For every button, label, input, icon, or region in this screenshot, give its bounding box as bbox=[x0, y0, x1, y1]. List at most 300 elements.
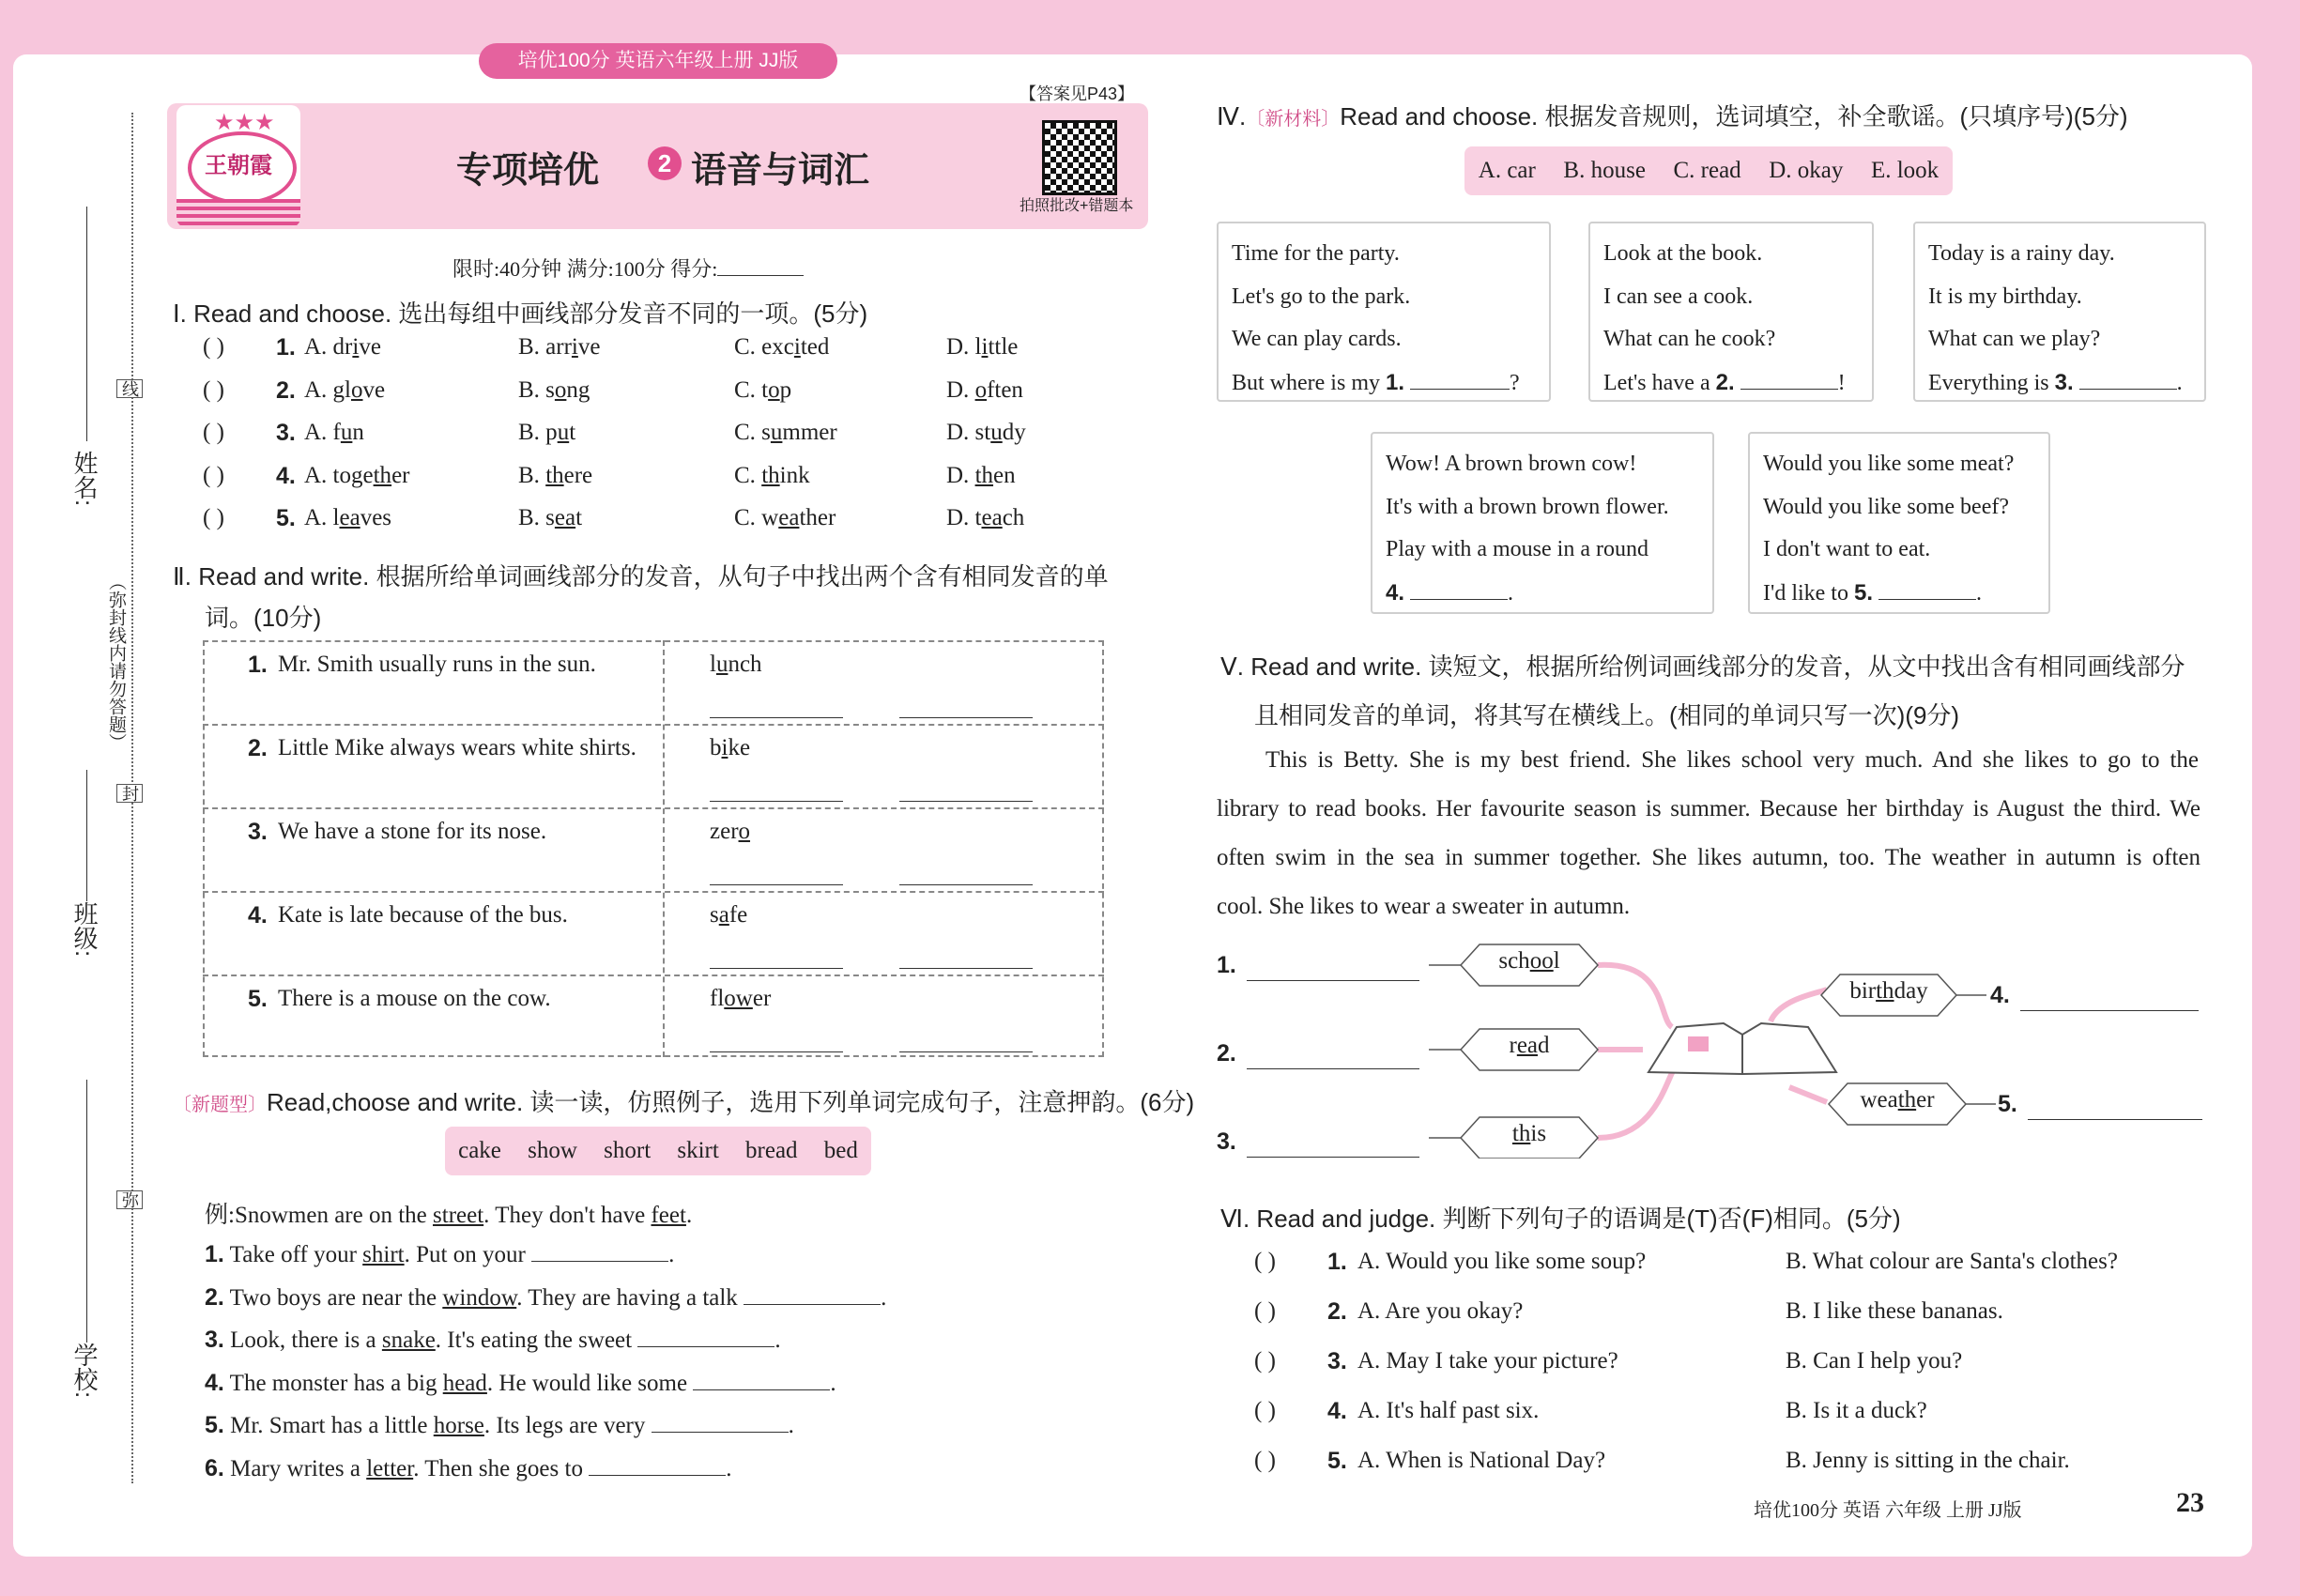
option-text-post: ted bbox=[800, 334, 830, 360]
question-number: 1. bbox=[276, 334, 296, 361]
new-material-badge: 〔新材料〕 bbox=[1246, 109, 1341, 130]
example-sentence bbox=[205, 1196, 692, 1230]
sentence-a: A. May I take your picture? bbox=[1357, 1348, 1618, 1373]
rhyme-text: Time for the party. bbox=[1232, 241, 1400, 266]
rhyme-box-3 bbox=[1913, 222, 2206, 402]
option-word: C. read bbox=[1673, 158, 1741, 183]
item-number: 1. bbox=[205, 1241, 224, 1267]
connector-line bbox=[1598, 1065, 1677, 1138]
sentence-part: Mr. Smart has a little bbox=[230, 1413, 434, 1438]
option-c[interactable] bbox=[734, 334, 829, 361]
row-number: 5. bbox=[248, 986, 268, 1012]
option-text-post: ng bbox=[566, 376, 590, 403]
rhyme-end: . bbox=[2176, 370, 2183, 395]
option-text-post: ttle bbox=[988, 334, 1019, 360]
passage-line: cool. She likes to wear a sweater in autumn. bbox=[1217, 894, 1631, 919]
answer-blank-1[interactable] bbox=[710, 968, 843, 969]
option-text-pre: C. exc bbox=[734, 334, 794, 360]
answer-blank[interactable] bbox=[1247, 980, 1419, 981]
diagram-word-mid: th bbox=[1876, 978, 1894, 1004]
answer-paren[interactable]: ( ) bbox=[203, 462, 224, 488]
row-sentence: We have a stone for its nose. bbox=[278, 819, 547, 844]
blank-number: 1. bbox=[1217, 952, 1236, 978]
answer-blank-2[interactable] bbox=[899, 717, 1033, 718]
sentence-end: . bbox=[881, 1284, 887, 1311]
rhyme-line bbox=[1603, 361, 1859, 406]
section1-title: Ⅰ. Read and choose. 选出每组中画线部分发音不同的一项。(5分) bbox=[173, 299, 868, 328]
diagram-word-mid: th bbox=[1897, 1087, 1917, 1113]
diagram-word-pre: wea bbox=[1860, 1087, 1898, 1113]
option-text-mid: th bbox=[545, 462, 564, 488]
rhyme-text: Would you like some meat? bbox=[1763, 452, 2015, 476]
rhyme-box-4 bbox=[1371, 432, 1714, 614]
option-word: B. house bbox=[1563, 158, 1646, 183]
answer-paren[interactable]: ( ) bbox=[1254, 1298, 1276, 1324]
option-a[interactable] bbox=[304, 505, 391, 531]
answer-blank-1[interactable] bbox=[710, 801, 843, 802]
name-blank[interactable] bbox=[86, 207, 87, 441]
option-text-post: ve bbox=[577, 334, 601, 360]
option-text-mid: ea bbox=[554, 505, 576, 530]
answer-blank[interactable] bbox=[2028, 1119, 2202, 1120]
answer-paren[interactable]: ( ) bbox=[203, 505, 224, 530]
option-c[interactable] bbox=[734, 505, 836, 531]
fill-blank[interactable] bbox=[1740, 366, 1838, 390]
question-number: 4. bbox=[276, 462, 296, 489]
option-text-mid: o bbox=[351, 376, 363, 403]
sentence-b: B. Can I help you? bbox=[1786, 1348, 1963, 1373]
sentence-b: B. Is it a duck? bbox=[1786, 1398, 1927, 1423]
wordbank-word: bed bbox=[823, 1138, 858, 1163]
option-d[interactable] bbox=[946, 505, 1024, 531]
option-text-pre: A. gl bbox=[304, 376, 351, 403]
option-b[interactable] bbox=[518, 377, 590, 404]
example-word-mid: i bbox=[721, 735, 728, 760]
class-label: 班级: bbox=[70, 901, 99, 958]
question-number: 4. bbox=[1327, 1398, 1347, 1424]
item-number: 5. bbox=[205, 1412, 224, 1438]
row-divider bbox=[203, 807, 1104, 809]
option-b[interactable] bbox=[518, 420, 575, 446]
sentence-end: . bbox=[774, 1327, 781, 1353]
answer-paren[interactable]: ( ) bbox=[1254, 1398, 1276, 1423]
diagram-word-post: l bbox=[1553, 948, 1560, 974]
option-text-mid: u bbox=[340, 420, 353, 445]
example-word-mid: ow bbox=[724, 986, 753, 1011]
option-text-pre: D. st bbox=[946, 420, 991, 445]
option-text-mid: th bbox=[761, 462, 780, 488]
sentence-part: window bbox=[442, 1284, 517, 1311]
title-left: 专项培优 bbox=[456, 151, 600, 191]
header-tab: 培优100分 英语六年级上册 JJ版 bbox=[479, 43, 837, 79]
diagram-word-mid: oo bbox=[1529, 948, 1554, 974]
rhyme-text: I can see a cook. bbox=[1603, 284, 1754, 309]
sentence-item bbox=[205, 1408, 794, 1439]
option-text-pre: D. bbox=[946, 376, 975, 403]
question-number: 1. bbox=[1327, 1249, 1347, 1275]
item-number: 3. bbox=[205, 1327, 224, 1353]
answer-paren[interactable]: ( ) bbox=[1254, 1448, 1276, 1473]
option-text-pre: C. s bbox=[734, 420, 771, 445]
time-info: 限时:40分钟 满分:100分 得分: bbox=[452, 253, 804, 283]
fill-blank[interactable] bbox=[652, 1408, 789, 1433]
section5-title-1: Ⅴ. Read and write. 读短文，根据所给例词画线部分的发音，从文中找出含有相同画线部分 bbox=[1220, 652, 2185, 681]
school-label: 学校: bbox=[70, 1343, 99, 1399]
diagram-word-mid: ea bbox=[1516, 1033, 1539, 1058]
blank-number: 2. bbox=[1217, 1040, 1236, 1067]
row-number: 4. bbox=[248, 902, 268, 928]
rhyme-text: I don't want to eat. bbox=[1763, 537, 1931, 561]
example-part: . bbox=[685, 1203, 693, 1228]
option-text-pre: D. l bbox=[946, 334, 982, 360]
sentence-item bbox=[205, 1366, 836, 1397]
option-d[interactable] bbox=[946, 334, 1018, 361]
section2-title-2: 词。(10分) bbox=[205, 604, 322, 632]
example-word-mid: a bbox=[718, 902, 729, 928]
rhyme-text: I'd like to bbox=[1763, 580, 1854, 606]
sentence-end: . bbox=[726, 1455, 732, 1481]
title-num-badge: 2 bbox=[648, 146, 682, 180]
rhyme-line bbox=[1386, 443, 1699, 486]
sentence-item bbox=[205, 1281, 886, 1312]
example-word-mid: u bbox=[715, 652, 728, 677]
fill-blank[interactable] bbox=[693, 1366, 830, 1390]
rhyme-line bbox=[1763, 529, 2035, 572]
option-word: D. okay bbox=[1769, 158, 1844, 183]
example-word-pre: s bbox=[710, 902, 719, 928]
example-word-pre: zer bbox=[710, 819, 739, 844]
section4-options bbox=[1464, 146, 1953, 195]
diagram-word-post: d bbox=[1538, 1033, 1550, 1058]
passage-line: This is Betty. She is my best friend. She likes school very much. And she likes to go to the bbox=[1265, 747, 2199, 773]
rhyme-end: . bbox=[1508, 580, 1514, 606]
fill-blank[interactable] bbox=[1410, 366, 1510, 390]
blank-number: 5. bbox=[1998, 1091, 2017, 1117]
fill-blank[interactable] bbox=[589, 1451, 726, 1476]
rhyme-text: Look at the book. bbox=[1603, 241, 1763, 266]
diagram-word-post: day bbox=[1894, 978, 1928, 1004]
rhyme-text: Today is a rainy day. bbox=[1928, 241, 2115, 266]
option-text-mid: o bbox=[768, 376, 780, 403]
sentence-part: shirt bbox=[362, 1242, 405, 1267]
rhyme-box-2 bbox=[1588, 222, 1874, 402]
rhyme-line bbox=[1763, 443, 2035, 486]
section4-title: Ⅳ.〔新材料〕Read and choose. 根据发音规则，选词填空，补全歌谣。(只填序号)(5分) bbox=[1217, 102, 2128, 130]
answer-blank-2[interactable] bbox=[899, 1051, 1033, 1052]
option-text-post: er bbox=[391, 462, 410, 488]
option-c[interactable] bbox=[734, 377, 791, 404]
example-word-post: er bbox=[752, 986, 772, 1011]
option-text-post: ink bbox=[779, 462, 810, 488]
rhyme-end: . bbox=[1976, 580, 1982, 606]
rhyme-text: Play with a mouse in a round bbox=[1386, 537, 1648, 561]
connector-line bbox=[1771, 990, 1827, 1021]
score-blank[interactable] bbox=[717, 254, 804, 276]
example-part: 例:Snowmen are on the bbox=[205, 1203, 434, 1228]
option-text-mid: th bbox=[974, 462, 994, 488]
fill-blank[interactable] bbox=[1410, 576, 1508, 600]
section3-title: 〔新题型〕Read,choose and write. 读一读，仿照例子，选用下列单词完成句子，注意押韵。(6分) bbox=[173, 1088, 1195, 1116]
sentence-part: . Then she goes to bbox=[413, 1455, 590, 1481]
section2-title-1: Ⅱ. Read and write. 根据所给单词画线部分的发音，从句子中找出两个含有相同发音的单 bbox=[173, 562, 1109, 591]
footer-text: 培优100分 英语 六年级 上册 JJ版 bbox=[1754, 1500, 2022, 1521]
rhyme-text: Everything is bbox=[1928, 370, 2055, 395]
sentence-a: A. It's half past six. bbox=[1357, 1398, 1540, 1423]
option-c[interactable] bbox=[734, 463, 810, 489]
option-text-post: dy bbox=[1002, 420, 1026, 445]
sentence-part: letter bbox=[366, 1455, 414, 1481]
rhyme-text: What can he cook? bbox=[1603, 327, 1776, 351]
rhyme-line bbox=[1232, 233, 1536, 276]
rhyme-end: ! bbox=[1837, 370, 1846, 395]
option-a[interactable] bbox=[304, 420, 364, 446]
page-number: 23 bbox=[2176, 1487, 2204, 1518]
connector-line bbox=[1598, 965, 1672, 1027]
option-text-pre: D. t bbox=[946, 505, 982, 530]
example-part: . They don't have bbox=[483, 1203, 652, 1228]
fill-blank[interactable] bbox=[2079, 366, 2177, 390]
option-text-post: ther bbox=[799, 505, 836, 530]
option-text-pre: C. bbox=[734, 462, 762, 488]
rhyme-line bbox=[1232, 276, 1536, 319]
answer-blank-1[interactable] bbox=[710, 717, 843, 718]
sentence-end: . bbox=[830, 1370, 836, 1396]
sentence-b: B. I like these bananas. bbox=[1786, 1298, 2003, 1324]
rhyme-line bbox=[1603, 233, 1859, 276]
example-part: feet bbox=[651, 1203, 686, 1228]
line-mark: 线 bbox=[116, 379, 143, 398]
option-text-post: ve bbox=[362, 376, 386, 403]
option-text-pre: B. p bbox=[518, 420, 558, 445]
example-word bbox=[710, 652, 762, 678]
diagram-word bbox=[1821, 978, 1956, 1005]
sentence-part: . Its legs are very bbox=[483, 1413, 652, 1438]
option-a[interactable] bbox=[304, 463, 409, 489]
qr-code-icon[interactable] bbox=[1042, 120, 1117, 195]
sentence-a: A. Are you okay? bbox=[1357, 1298, 1524, 1324]
answer-blank-1[interactable] bbox=[710, 884, 843, 885]
answer-blank-1[interactable] bbox=[710, 1051, 843, 1052]
answer-blank-2[interactable] bbox=[899, 884, 1033, 885]
fill-blank[interactable] bbox=[1878, 576, 1976, 600]
option-d[interactable] bbox=[946, 463, 1016, 489]
title-right: 语音与词汇 bbox=[691, 151, 870, 191]
crown-icon: ★★★ bbox=[214, 109, 275, 135]
blank-number: 2. bbox=[1715, 369, 1735, 395]
sentence-b: B. What colour are Santa's clothes? bbox=[1786, 1249, 2118, 1274]
option-text-mid: u bbox=[990, 420, 1003, 445]
row-number: 3. bbox=[248, 819, 268, 845]
diagram-word-pre: bir bbox=[1849, 978, 1877, 1004]
example-word-post: ke bbox=[728, 735, 751, 760]
option-text-mid: u bbox=[557, 420, 570, 445]
option-a[interactable] bbox=[304, 377, 385, 404]
rhyme-line bbox=[1386, 529, 1699, 572]
sentence-end: . bbox=[668, 1242, 675, 1267]
sentence-end: . bbox=[788, 1413, 794, 1438]
rhyme-box-1 bbox=[1217, 222, 1551, 402]
example-word bbox=[710, 986, 771, 1012]
option-d[interactable] bbox=[946, 420, 1026, 446]
answer-blank-2[interactable] bbox=[899, 968, 1033, 969]
blank-number: 4. bbox=[1386, 579, 1405, 606]
wordbank-word: short bbox=[604, 1138, 652, 1163]
answer-paren[interactable]: ( ) bbox=[203, 420, 224, 445]
connector-line bbox=[1789, 1087, 1827, 1102]
row-sentence: Mr. Smith usually runs in the sun. bbox=[278, 652, 596, 677]
example-word bbox=[710, 819, 750, 845]
item-number: 6. bbox=[205, 1454, 224, 1481]
option-text-pre: A. l bbox=[304, 505, 340, 530]
option-text-post: ves bbox=[360, 505, 392, 530]
rhyme-text: But where is my bbox=[1232, 370, 1386, 395]
question-number: 3. bbox=[1327, 1348, 1347, 1374]
option-d[interactable] bbox=[946, 377, 1023, 404]
rhyme-line bbox=[1386, 572, 1699, 616]
row-divider bbox=[203, 974, 1104, 976]
sentence-part: Look, there is a bbox=[230, 1327, 382, 1353]
sentence-b: B. Jenny is sitting in the chair. bbox=[1786, 1448, 2070, 1473]
answer-paren[interactable]: ( ) bbox=[1254, 1249, 1276, 1274]
option-text-post: ften bbox=[987, 376, 1023, 403]
blank-number: 5. bbox=[1853, 579, 1873, 606]
rhyme-box-5 bbox=[1748, 432, 2050, 614]
option-c[interactable] bbox=[734, 420, 837, 446]
rhyme-text: Would you like some beef? bbox=[1763, 494, 2009, 519]
rhyme-line bbox=[1928, 361, 2191, 406]
rhyme-line bbox=[1763, 486, 2035, 529]
option-text-mid: i bbox=[981, 334, 989, 360]
wordbank-word: skirt bbox=[677, 1138, 719, 1163]
section5-title-2: 且相同发音的单词，将其写在横线上。(相同的单词只写一次)(9分) bbox=[1254, 701, 1960, 729]
sentence-part: . They are having a talk bbox=[516, 1284, 744, 1311]
rhyme-line bbox=[1763, 572, 2035, 616]
sentence-part: . Put on your bbox=[404, 1242, 532, 1267]
example-word-post: fe bbox=[728, 902, 748, 928]
diagram-word bbox=[1461, 948, 1598, 974]
wordbank-word: bread bbox=[745, 1138, 798, 1163]
qr-caption: 拍照批改+错题本 bbox=[1020, 198, 1134, 214]
diagram-word bbox=[1829, 1087, 1966, 1113]
row-sentence: Little Mike always wears white shirts. bbox=[278, 735, 636, 760]
example-part: street bbox=[433, 1203, 484, 1228]
section3-wordbank bbox=[445, 1127, 871, 1175]
sentence-a: A. When is National Day? bbox=[1357, 1448, 1606, 1473]
diagram-word bbox=[1461, 1121, 1598, 1147]
fill-blank[interactable] bbox=[637, 1323, 774, 1347]
example-word-mid: o bbox=[738, 819, 751, 844]
option-text-mid: i bbox=[571, 334, 578, 360]
passage-line: often swim in the sea in summer together. She likes autumn, too. The weather in autumn is often bbox=[1217, 845, 2200, 870]
option-text-pre: A. dr bbox=[304, 334, 353, 360]
example-word bbox=[710, 735, 750, 761]
example-word bbox=[710, 902, 747, 928]
diagram-word-pre: sch bbox=[1498, 948, 1530, 974]
option-text-mid: i bbox=[352, 334, 360, 360]
passage-line: library to read books. Her favourite season is summer. Because her birthday is August the third. We bbox=[1217, 796, 2200, 821]
answer-paren[interactable]: ( ) bbox=[203, 334, 224, 360]
option-text-mid: o bbox=[554, 376, 567, 403]
sentence-part: . He would like some bbox=[486, 1370, 694, 1396]
rhyme-line bbox=[1232, 361, 1536, 406]
sentence-a: A. Would you like some soup? bbox=[1357, 1249, 1647, 1274]
feng-mark: 封 bbox=[116, 784, 143, 803]
class-blank[interactable] bbox=[86, 770, 87, 901]
answer-blank[interactable] bbox=[2020, 1010, 2199, 1011]
diagram-word-pre: r bbox=[1509, 1033, 1517, 1058]
sentence-part: . It's eating the sweet bbox=[435, 1327, 638, 1353]
logo bbox=[176, 105, 300, 227]
rhyme-line bbox=[1603, 318, 1859, 361]
option-text-pre: C. w bbox=[734, 505, 779, 530]
example-word-pre: fl bbox=[710, 986, 725, 1011]
sentence-part: snake bbox=[381, 1327, 436, 1353]
blank-number: 3. bbox=[1217, 1128, 1236, 1155]
option-text-mid: ea bbox=[981, 505, 1003, 530]
answer-paren[interactable]: ( ) bbox=[1254, 1348, 1276, 1373]
section6-title: Ⅵ. Read and judge. 判断下列句子的语调是(T)否(F)相同。(5分) bbox=[1220, 1205, 1901, 1233]
option-b[interactable] bbox=[518, 505, 582, 531]
option-text-post: ch bbox=[1002, 505, 1025, 530]
option-text-post: t bbox=[569, 420, 576, 445]
option-text-post: p bbox=[779, 376, 792, 403]
option-text-mid: i bbox=[793, 334, 801, 360]
rhyme-line bbox=[1232, 318, 1536, 361]
answer-blank[interactable] bbox=[1247, 1068, 1419, 1069]
rhyme-text: Let's go to the park. bbox=[1232, 284, 1411, 309]
answer-ref: 【答案见P43】 bbox=[1020, 84, 1135, 103]
sentence-part: Two boys are near the bbox=[229, 1284, 443, 1311]
option-text-pre: B. s bbox=[518, 376, 555, 403]
mindmap-svg bbox=[1217, 933, 2249, 1159]
option-text-mid: ea bbox=[339, 505, 360, 530]
fill-blank[interactable] bbox=[531, 1237, 668, 1262]
sentence-part: head bbox=[442, 1370, 487, 1396]
school-blank[interactable] bbox=[86, 1080, 87, 1343]
sentence-item bbox=[205, 1237, 674, 1268]
option-text-post: t bbox=[575, 505, 583, 530]
example-word-pre: b bbox=[710, 735, 722, 760]
answer-blank-2[interactable] bbox=[899, 801, 1033, 802]
diagram-word bbox=[1461, 1033, 1598, 1059]
example-word-post: nch bbox=[728, 652, 762, 677]
option-text-mid: u bbox=[770, 420, 783, 445]
answer-blank[interactable] bbox=[1247, 1157, 1419, 1158]
new-type-badge: 〔新题型〕 bbox=[173, 1095, 267, 1115]
option-text-pre: B. arr bbox=[518, 334, 572, 360]
fill-blank[interactable] bbox=[744, 1281, 881, 1305]
option-text-pre: A. f bbox=[304, 420, 341, 445]
option-a[interactable] bbox=[304, 334, 381, 361]
option-b[interactable] bbox=[518, 463, 592, 489]
option-text-mid: th bbox=[373, 462, 392, 488]
question-number: 2. bbox=[276, 376, 296, 404]
table-divider bbox=[663, 640, 665, 1057]
question-number: 5. bbox=[1327, 1448, 1347, 1474]
option-b[interactable] bbox=[518, 334, 600, 361]
book-picture bbox=[1688, 1036, 1709, 1051]
option-text-post: n bbox=[352, 420, 364, 445]
sentence-part: The monster has a big bbox=[229, 1370, 443, 1396]
option-text-mid: ea bbox=[778, 505, 800, 530]
blank-number: 1. bbox=[1385, 369, 1404, 395]
sentence-part: Mary writes a bbox=[230, 1455, 367, 1481]
diagram-word-mid: th bbox=[1511, 1121, 1531, 1146]
answer-paren[interactable]: ( ) bbox=[203, 376, 224, 403]
sentence-part: Take off your bbox=[229, 1242, 363, 1267]
question-number: 5. bbox=[276, 505, 296, 531]
sentence-item bbox=[205, 1451, 731, 1482]
